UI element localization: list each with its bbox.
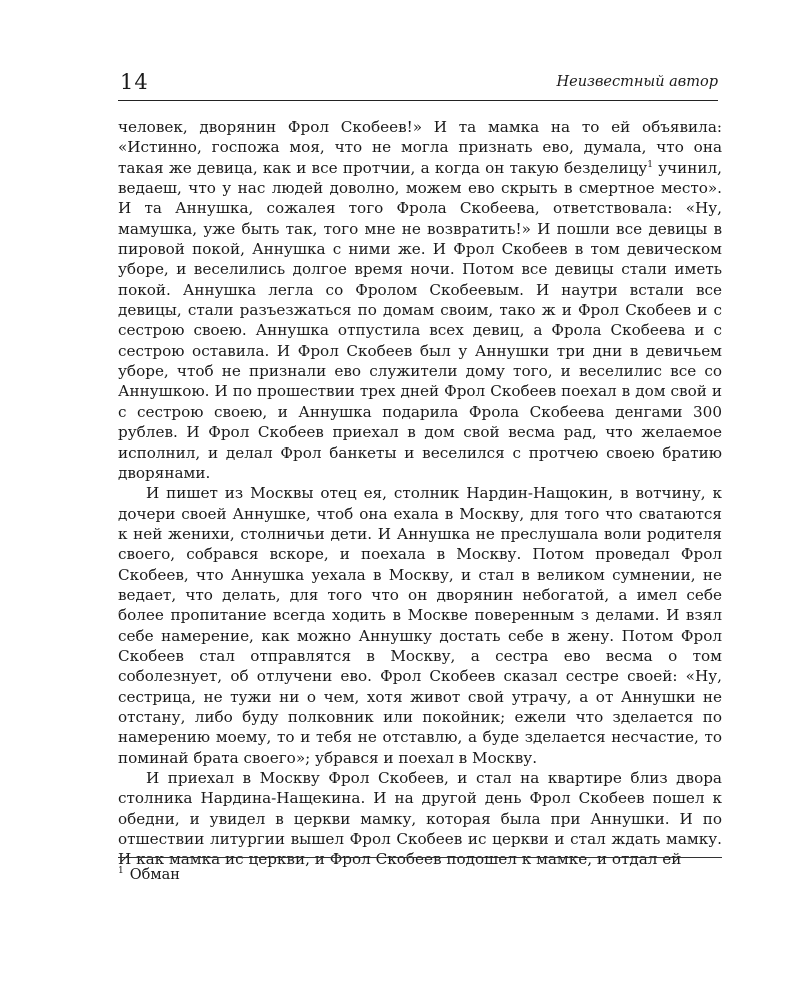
footnote-mark: 1: [118, 866, 124, 876]
running-title: Неизвестный автор: [556, 74, 718, 90]
page-header: [118, 66, 718, 101]
paragraph-1-text-b: учинил, ведаеш, что у нас людей доволно, можем ево скрыть в смертное место». И та Аннушка, сожалея того Фрола Скобеева, ответствовала: «Ну, мамушка, уже быть так, того мне не возвратить!» И пошли все девицы в пировой покой, Аннушка с ними же. И Фрол Скобеев в том девическом уборе, и веселились долгое время ночи. Потом все девицы стали иметь покой. Аннушка легла со Фролом Скобеевым. И наутри встали все девицы, стали разъезжаться по домам своим, тако ж и Фрол Скобеев и с сестрою своею. Аннушка отпустила всех девиц, а Фрола Скобеева и с сестрою оставила. И Фрол Скобеев был у Аннушки три дни в девичьем уборе, чтоб не признали ево служители дому того, и веселилис все со Аннушкою. И по прошествии трех дней Фрол Скобеев поехал в дом свой и с сестрою своею, и Аннушка подарила Фрола Скобеева денгами 300 рублев. И Фрол Скобеев приехал в дом свой весма рад, что желаемое исполнил, и делал Фрол банкеты и веселился с протчею своею братию дворянами.: [118, 158, 722, 482]
footnote: [118, 861, 722, 885]
paragraph-3: И приехал в Москву Фрол Скобеев, и стал на квартире близ двора столника Нардина-Нащекина. И на другой день Фрол Скобеев пошел к обедни, и увидел в церкви мамку, которая была при Аннушки. И по отшествии литургии вышел Фрол Скобеев ис церкви и стал ждать мамку. И как мамка ис церкви, и Фрол Скобеев подошел к мамке, и отдал ей: [118, 769, 722, 869]
footnote-text: Обман: [129, 866, 180, 883]
page-number: 14: [120, 70, 149, 94]
paragraph-1: [118, 117, 722, 483]
footnote-separator: [118, 857, 722, 858]
footnote-reference[interactable]: 1: [647, 159, 653, 170]
paragraph-1-text-a: человек, дворянин Фрол Скобеев!» И та мамка на то ей объявила: «Истинно, госпожа моя, что не могла признать ево, думала, что она такая же девица, как и все протчии, а когда он такую безделицу: [118, 118, 722, 177]
body-text: [118, 117, 722, 870]
paragraph-2: И пишет из Москвы отец ея, столник Нардин-Нащокин, в вотчину, к дочери своей Аннушке, чтоб она ехала в Москву, для того что сватаются к ней женихи, столничьи дети. И Аннушка не преслушала воли родителя своего, собрався вскоре, и поехала в Москву. Потом проведал Фрол Скобеев, что Аннушка уехала в Москву, и стал в великом сумнении, не ведает, что делать, для того что он дворянин небогатой, а имел себе более пропитание всегда ходить в Москве поверенным з делами. И взял себе намерение, как можно Аннушку достать себе в жену. Потом Фрол Скобеев стал отправлятся в Москву, а сестра ево весма о том соболезнует, об отлучени ево. Фрол Скобеев сказал сестре своей: «Ну, сестрица, не тужи ни о чем, хотя живот свой утрачу, а от Аннушки не отстану, либо буду полковник или покойник; ежели что зделается по намерению моему, то и тебя не отставлю, а буде зделается несчастие, то поминай брата своего»; убрався и поехал в Москву.: [118, 484, 722, 767]
